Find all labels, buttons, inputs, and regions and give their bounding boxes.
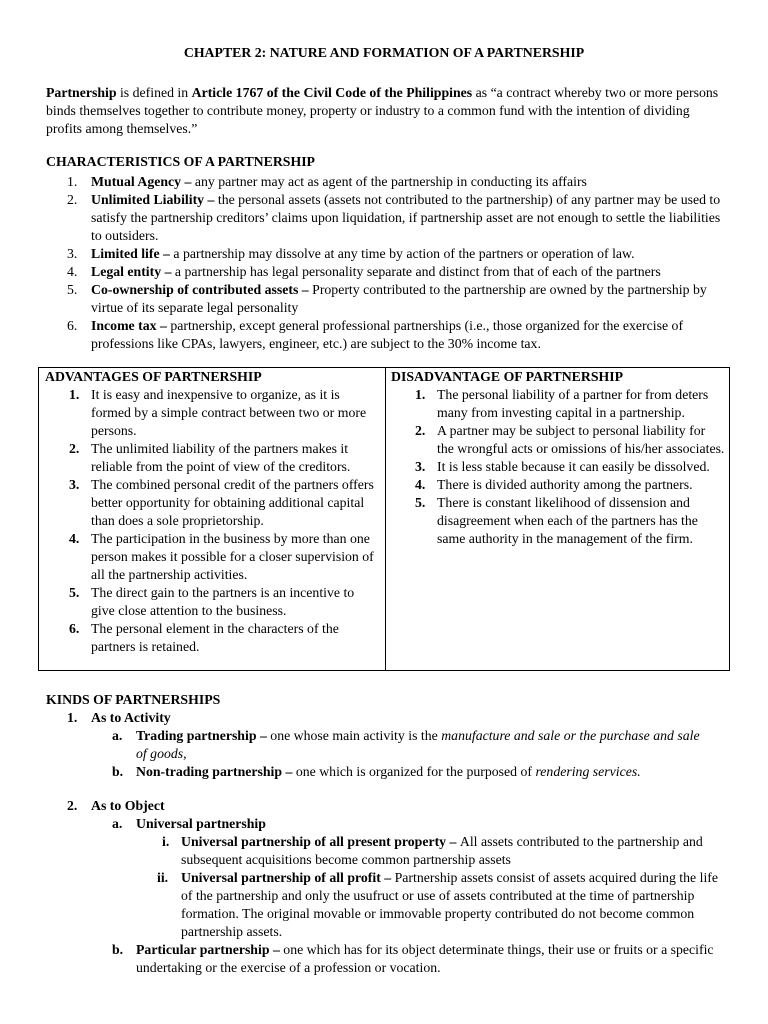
kinds-object-section xyxy=(67,797,731,977)
intro-term: Partnership xyxy=(46,85,117,100)
list-item: 3. The combined personal credit of the partners offers better opportunity for obtaining additional capital than does a sole proprietorship. xyxy=(69,477,374,528)
kinds-heading: KINDS OF PARTNERSHIPS xyxy=(46,692,221,707)
list-item: 2. The unlimited liability of the partners makes it reliable from the point of view of the creditors. xyxy=(69,441,351,474)
characteristics-list xyxy=(67,173,731,353)
advantages-disadvantages-table xyxy=(38,367,730,671)
intro-as: as xyxy=(472,85,491,100)
activity-heading: 1. As to Activity xyxy=(67,710,171,725)
particular-partnership-item: b. Particular partnership – one which has for its object determinate things, their use or fruits or a specific undertaking or the exercise of a profession or vocation. xyxy=(112,942,714,975)
list-item: 1. The personal liability of a partner for from deters many from investing capital in a partnership. xyxy=(415,387,709,420)
list-item: 3. It is less stable because it can easily be dissolved. xyxy=(415,459,710,474)
intro-article: Article 1767 of the Civil Code of the Philippines xyxy=(191,85,473,100)
list-item: 5. The direct gain to the partners is an incentive to give close attention to the business. xyxy=(69,585,355,618)
advantages-heading: ADVANTAGES OF PARTNERSHIP xyxy=(45,369,262,384)
kinds-activity-section xyxy=(67,709,731,781)
list-item: 6. The personal element in the characters of the partners is retained. xyxy=(69,621,339,654)
disadvantages-heading: DISADVANTAGE OF PARTNERSHIP xyxy=(391,369,624,384)
trading-partnership-item: a. Trading partnership – one whose main activity is the manufacture and sale or the purchase and sale of goods, xyxy=(112,728,700,761)
object-heading: 2. As to Object xyxy=(67,798,165,813)
universal-present-property-item: i. Universal partnership of all present property – All assets contributed to the partnership and subsequent acquisitions become common partnership assets xyxy=(162,834,703,867)
list-item: 4. The participation in the business by more than one person makes it possible for a closer supervision of all the partnership activities. xyxy=(69,531,374,582)
column-divider xyxy=(385,368,386,670)
disadvantages-list xyxy=(415,386,725,548)
list-item: 1. It is easy and inexpensive to organize, as it is formed by a simple contract between two or more persons. xyxy=(69,387,367,438)
list-item: 2. Unlimited Liability – the personal assets (assets not contributed to the partnership) of any partner may be used to satisfy the partnership creditors’ claims upon liquidation, if partnership asset are not enough to settle the liabilities to outsiders. xyxy=(67,192,721,243)
list-item: 4. There is divided authority among the partners. xyxy=(415,477,693,492)
advantages-list xyxy=(69,386,377,656)
list-item: 2. A partner may be subject to personal liability for the wrongful acts or omissions of his/her associates. xyxy=(415,423,725,456)
list-item: 4. Legal entity – a partnership has legal personality separate and distinct from that of each of the partners xyxy=(67,264,661,279)
list-item: 5. There is constant likelihood of dissension and disagreement when each of the partners has the same authority in the management of the firm. xyxy=(415,495,698,546)
nontrading-partnership-item: b. Non-trading partnership – one which is organized for the purposed of rendering services. xyxy=(112,764,641,779)
universal-partnership-heading: a. Universal partnership xyxy=(112,816,266,831)
intro-text: is defined in xyxy=(116,85,192,100)
list-item: 5. Co-ownership of contributed assets – Property contributed to the partnership are owned by the partnership by virtue of its separate legal personality xyxy=(67,282,707,315)
intro-paragraph xyxy=(46,84,722,138)
universal-all-profit-item: ii. Universal partnership of all profit – Partnership assets consist of assets acquired during the life of the partnership and only the usufruct or use of assets contributed at the time of partnership formation. The original movable or immovable property contributed do not become common partnership assets. xyxy=(157,870,718,939)
page-title: CHAPTER 2: NATURE AND FORMATION OF A PARTNERSHIP xyxy=(183,45,585,60)
list-item: 1. Mutual Agency – any partner may act as agent of the partnership in conducting its affairs xyxy=(67,174,587,189)
intro-quote: “a contract whereby two or more persons binds themselves together to contribute money, property or industry to a common fund with the intention of dividing profits among themselves.” xyxy=(46,85,719,136)
characteristics-heading: CHARACTERISTICS OF A PARTNERSHIP xyxy=(46,154,315,169)
list-item: 6. Income tax – partnership, except general professional partnerships (i.e., those organized for the exercise of professions like CPAs, lawyers, engineer, etc.) are subject to the 30% income tax. xyxy=(67,318,684,351)
list-item: 3. Limited life – a partnership may dissolve at any time by action of the partners or operation of law. xyxy=(67,246,635,261)
